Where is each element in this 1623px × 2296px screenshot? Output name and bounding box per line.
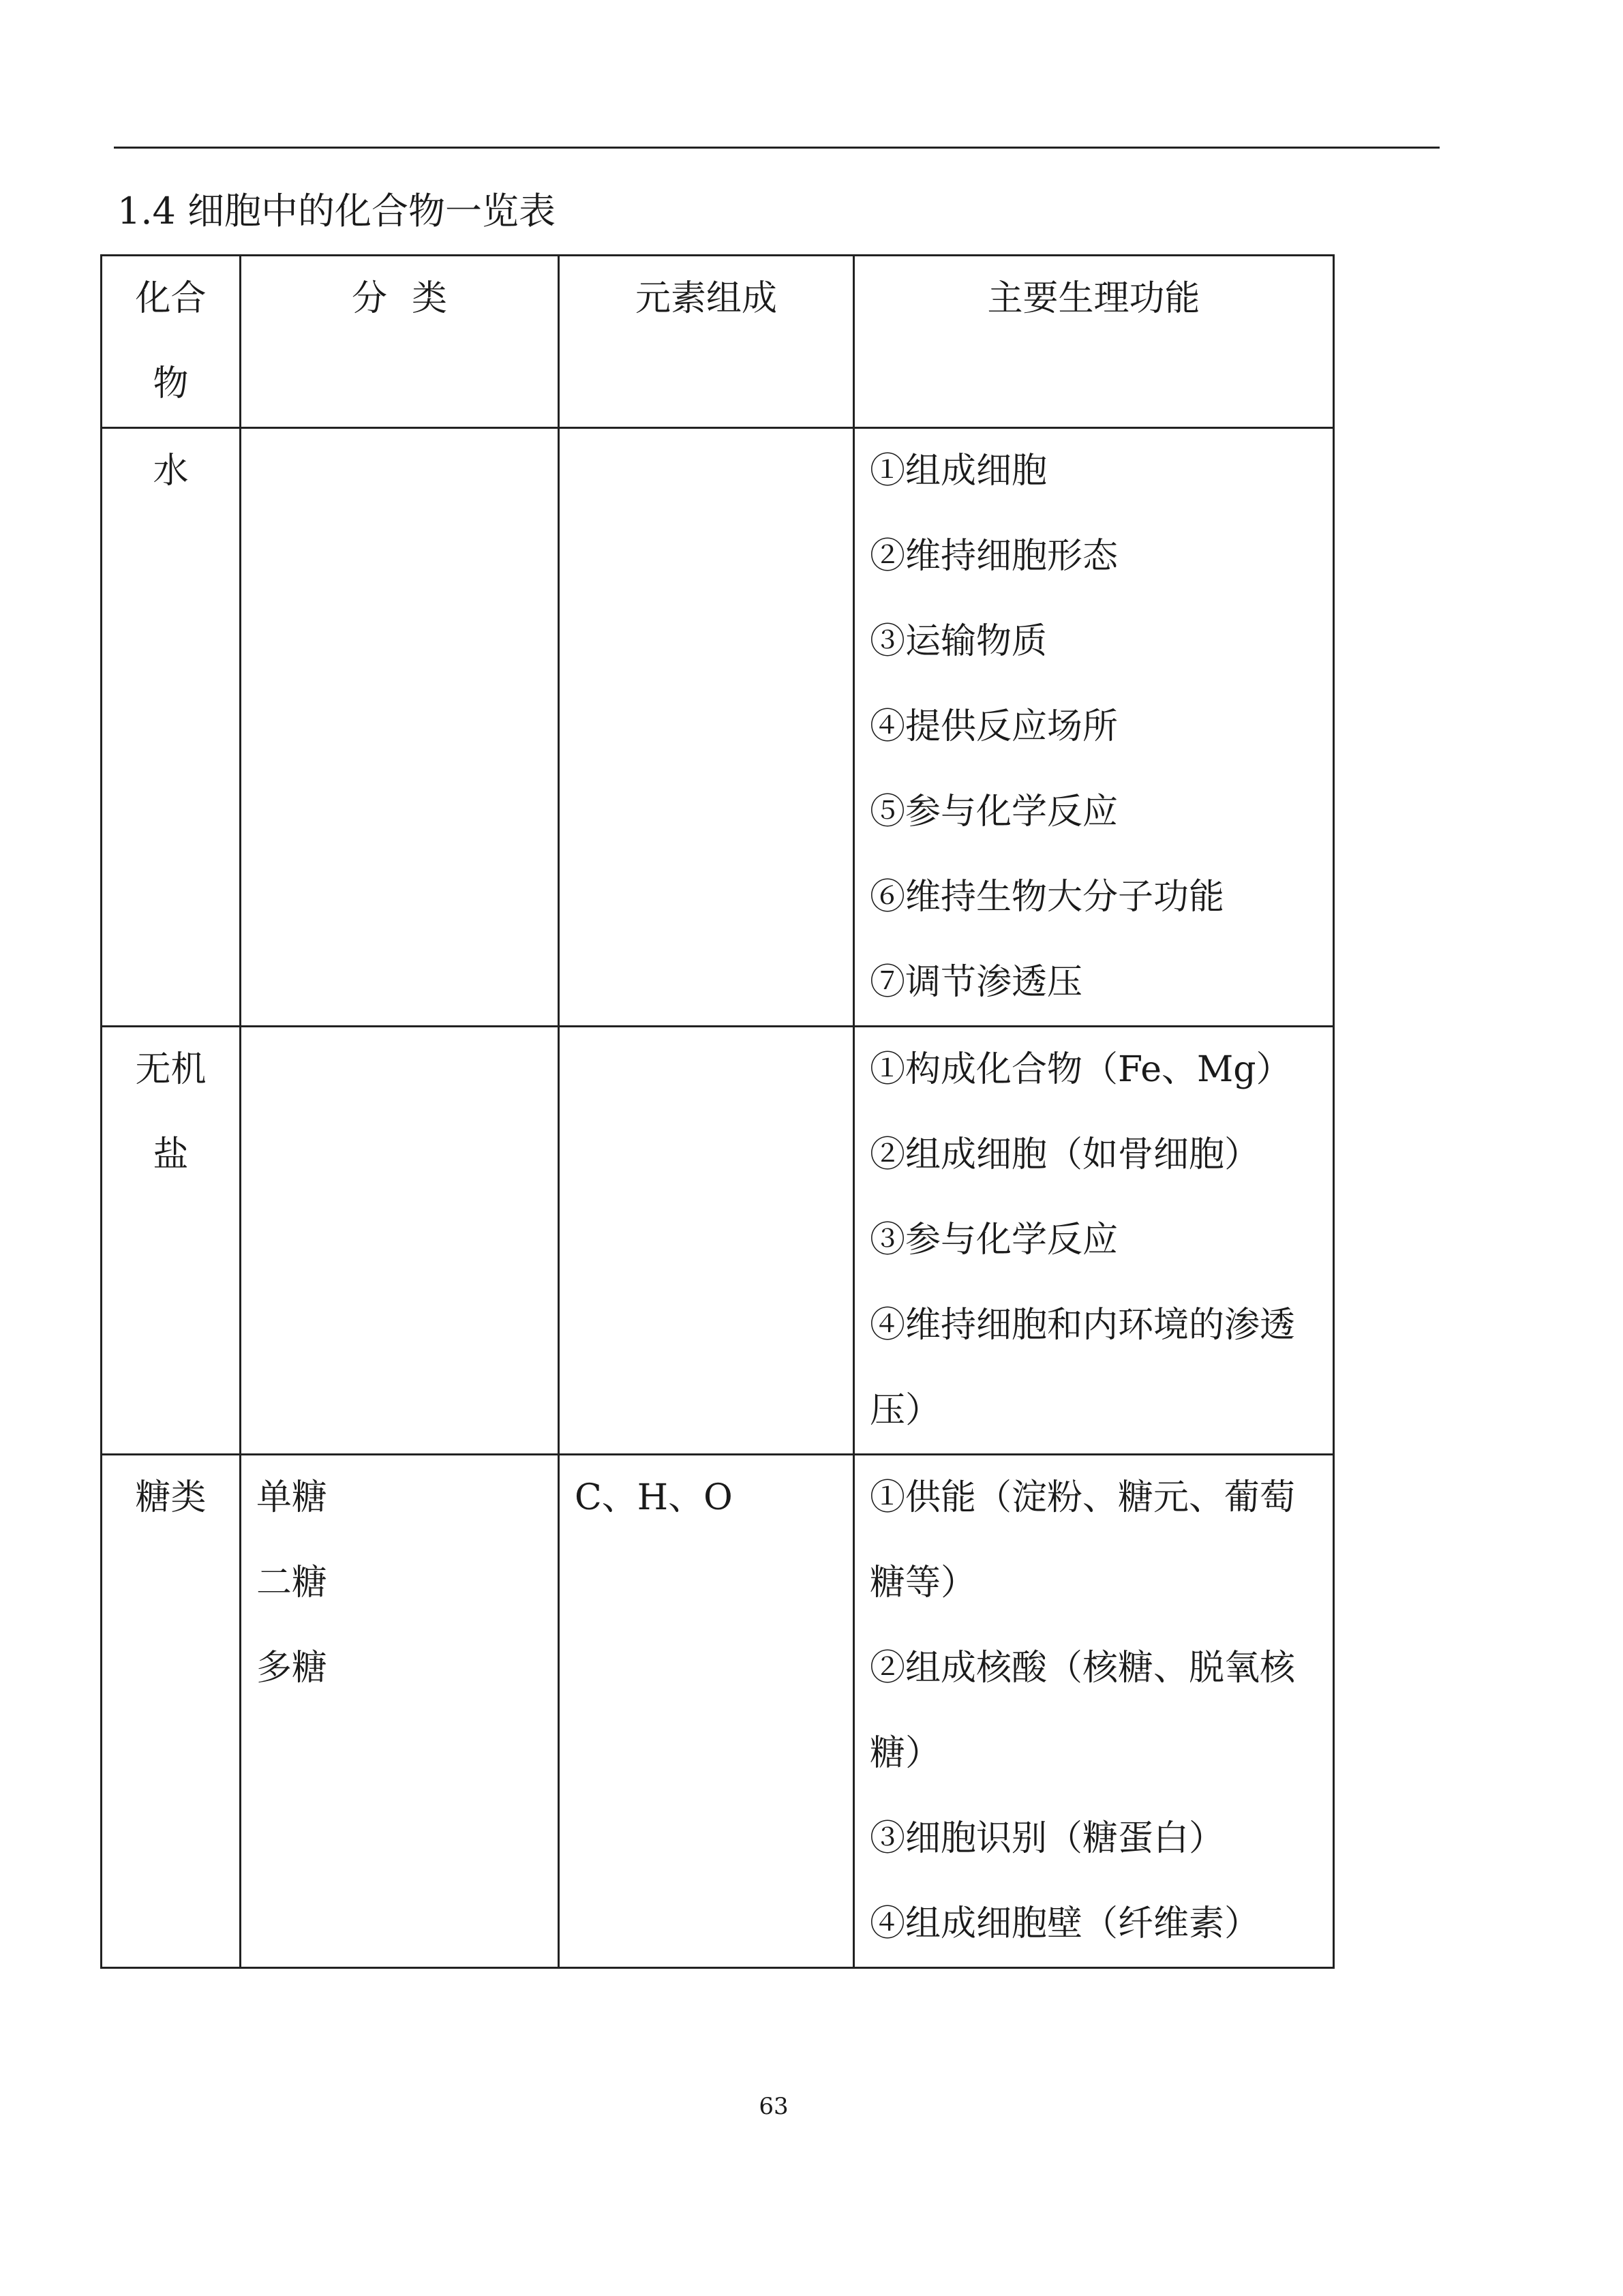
function-item: ⑥维持生物大分子功能 xyxy=(870,877,1225,918)
compound-cell: 水 xyxy=(102,428,241,1027)
function-item: ④维持细胞和内环境的渗透压） xyxy=(870,1305,1296,1431)
functions-cell xyxy=(854,428,1334,1027)
function-item: ②维持细胞形态 xyxy=(870,536,1119,577)
function-item: ⑦调节渗透压 xyxy=(870,962,1083,1003)
function-item: ②组成细胞（如骨细胞） xyxy=(870,1134,1260,1175)
elements-cell xyxy=(559,428,854,1027)
compound-cell: 无机盐 xyxy=(102,1027,241,1455)
header-elements: 元素组成 xyxy=(559,256,854,428)
functions-cell xyxy=(854,1027,1334,1455)
compounds-table xyxy=(100,254,1335,1969)
classification-cell xyxy=(241,1455,559,1968)
header-functions: 主要生理功能 xyxy=(854,256,1334,428)
function-item: ⑤参与化学反应 xyxy=(870,791,1119,832)
classification-cell xyxy=(241,428,559,1027)
function-item: ②组成核酸（核糖、脱氧核糖） xyxy=(870,1648,1296,1774)
function-item: ③运输物质 xyxy=(870,621,1048,662)
classification-item: 多糖 xyxy=(256,1648,328,1689)
function-item: ③细胞识别（糖蛋白） xyxy=(870,1818,1225,1859)
header-classification: 分类 xyxy=(241,256,559,428)
table-row-water xyxy=(102,428,1334,1027)
section-title: 1.4 细胞中的化合物一览表 xyxy=(117,190,556,232)
table-row-sugars xyxy=(102,1455,1334,1968)
elements-cell: C、H、O xyxy=(559,1455,854,1968)
function-item: ①构成化合物（Fe、Mg） xyxy=(870,1049,1292,1090)
classification-item: 二糖 xyxy=(256,1562,328,1603)
page-number: 63 xyxy=(759,2093,789,2120)
function-item: ③参与化学反应 xyxy=(870,1220,1119,1260)
function-item: ①供能（淀粉、糖元、葡萄糖等） xyxy=(870,1477,1296,1603)
function-item: ①组成细胞 xyxy=(870,451,1048,492)
functions-cell xyxy=(854,1455,1334,1968)
elements-cell xyxy=(559,1027,854,1455)
compound-cell: 糖类 xyxy=(102,1455,241,1968)
table-header-row xyxy=(102,256,1334,428)
classification-cell xyxy=(241,1027,559,1455)
function-item: ④提供反应场所 xyxy=(870,706,1119,747)
classification-item: 单糖 xyxy=(256,1477,328,1518)
table-row-inorganic-salt xyxy=(102,1027,1334,1455)
header-rule xyxy=(114,147,1440,149)
function-item: ④组成细胞壁（纤维素） xyxy=(870,1903,1260,1944)
header-compound: 化合物 xyxy=(102,256,241,428)
